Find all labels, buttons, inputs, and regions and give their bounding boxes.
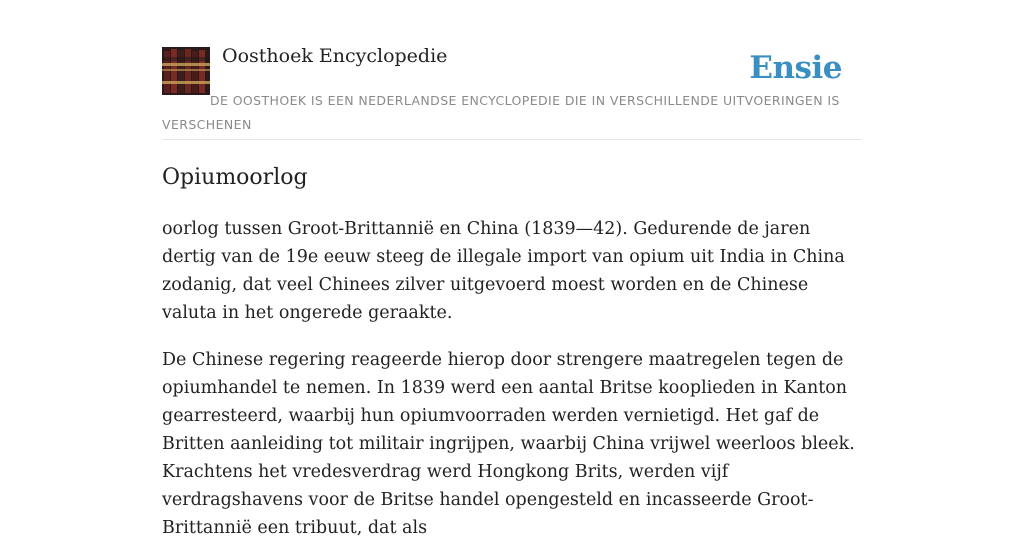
site-header [162,0,862,140]
site-tagline: DE OOSTHOEK IS EEN NEDERLANDSE ENCYCLOPEDIE DIE IN VERSCHILLENDE UITVOERINGEN IS VERSCHENEN [162,93,840,132]
site-name[interactable]: Oosthoek Encyclopedie [222,45,448,67]
encyclopedia-books-avatar[interactable] [162,47,210,95]
article-paragraph: oorlog tussen Groot-Brittannië en China (1839—42). Gedurende de jaren dertig van de 19e eeuw steeg de illegale import van opium uit India in China zodanig, dat veel Chinees zilver uitgevoerd moest worden en de Chinese valuta in het ongerede geraakte. [162,219,845,323]
article-title: Opiumoorlog [162,165,308,190]
article [162,160,862,542]
brand-logo[interactable]: Ensie [749,50,842,86]
books-icon [162,47,210,95]
article-paragraph: De Chinese regering reageerde hierop door strengere maatregelen tegen de opiumhandel te nemen. In 1839 werd een aantal Britse kooplieden in Kanton gearresteerd, waarbij hun opiumvoorraden werden vernietigd. Het gaf de Britten aanleiding tot militair ingrijpen, waarbij China vrijwel weerloos bleek. Krachtens het vredesverdrag werd Hongkong Brits, werden vijf verdragshavens voor de Britse handel opengesteld en incasseerde Groot-Brittannië een tribuut, dat als [162,350,855,538]
